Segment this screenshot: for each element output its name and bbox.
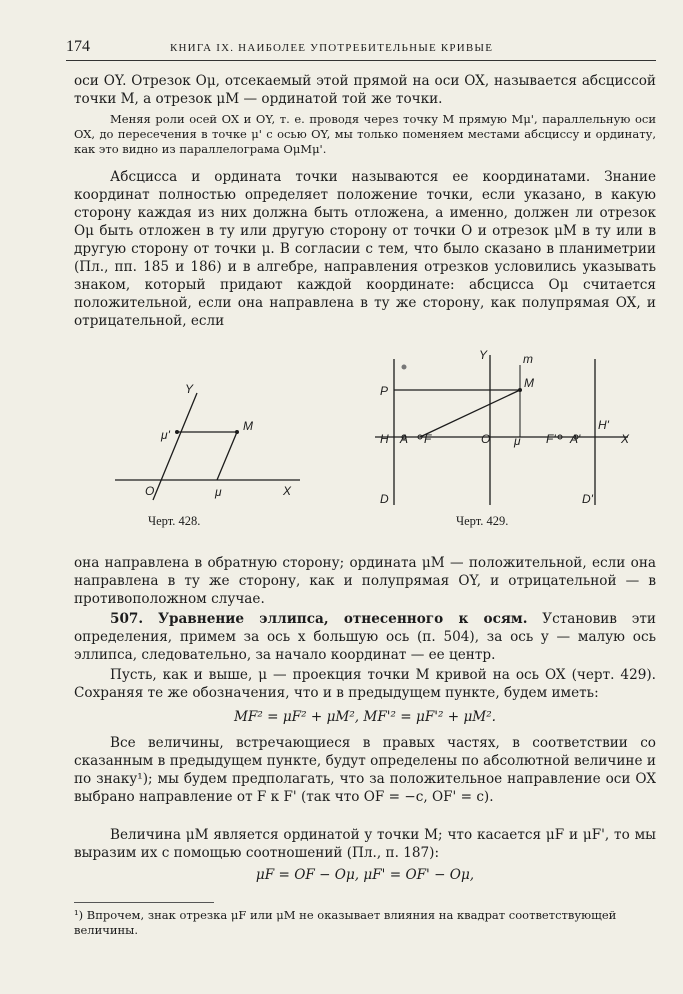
fig429-label-h-prime: H' — [598, 418, 609, 432]
paragraph-6-text: Пусть, как и выше, μ — проекция точки M кривой на ось OX (черт. 429). Сохраняя те же обозначения, что и в предыдущем пункте, будем иметь: — [74, 667, 656, 701]
fig429-label-o: O — [481, 432, 491, 446]
paragraph-2 — [74, 112, 656, 157]
running-header — [66, 40, 656, 61]
fig428-label-y: Y — [185, 382, 194, 396]
paragraph-8 — [74, 826, 656, 862]
fig428-label-m: M — [243, 419, 253, 433]
running-title: КНИГА IX. НАИБОЛЕЕ УПОТРЕБИТЕЛЬНЫЕ КРИВЫЕ — [170, 42, 494, 54]
fig429-label-f-prime: F' — [546, 432, 556, 446]
figure-429 — [370, 345, 640, 515]
paragraph-6 — [74, 666, 656, 702]
paragraph-2-text: Меняя роли осей OX и OY, т. е. проводя через точку M прямую Mμ', параллельную оси OX, до пересечения в точке μ' с осью OY, мы только поменяем местами абсциссу и ординату, как это видно из параллелограма OμMμ'. — [74, 112, 656, 156]
fig429-label-y: Y — [479, 348, 488, 362]
fig429-label-h: H — [380, 432, 389, 446]
section-507 — [74, 610, 656, 664]
figure-429-caption: Черт. 429. — [456, 514, 509, 528]
equation-2: μF = OF − Oμ, μF' = OF' − Oμ, — [255, 867, 475, 883]
footnote: ¹) Впрочем, знак отрезка μF или μM не оказывает влияния на квадрат соответствующей величины. — [74, 908, 617, 937]
page-number: 174 — [66, 38, 90, 55]
fig429-label-a: A — [400, 432, 409, 446]
paragraph-1 — [74, 72, 656, 108]
fig429-label-x: X — [621, 432, 630, 446]
paragraph-7-text: Все величины, встречающиеся в правых частях, в соответствии со сказанным в предыдущем пункте, будут определены по абсолютной величине и по знаку¹); мы будем предполагать, что за положительное направление оси OX выбрано направление от F к F' (так что OF = −c, OF' = c). — [74, 735, 656, 805]
paragraph-3-text: Абсцисса и ордината точки называются ее координатами. Знание координат полностью определяет положение точки, если указано, в какую сторону каждая из них должна быть отложена, а именно, должен ли отрезок Oμ быть отложен в ту или другую сторону от точки O и отрезок μM в ту или в другую сторону от точки μ. В согласии с тем, что было сказано в планиметрии (Пл., пп. 185 и 186) и в алгебре, направления отрезков условились указывать знаком, который придают каждой координате: абсцисса Oμ считается положительной, если она направлена в ту же сторону, как полупрямая OX, и отрицательной, если — [74, 169, 656, 329]
fig428-label-x: X — [283, 484, 292, 498]
equation-1: MF² = μF² + μM², MF'² = μF'² + μM². — [233, 709, 496, 725]
fig429-label-M: M — [524, 376, 534, 390]
fig428-label-mu: μ — [215, 485, 222, 499]
paragraph-1-text: оси OY. Отрезок Oμ, отсекаемый этой прямой на оси OX, называется абсциссой точки M, а отрезок μM — ординатой той же точки. — [74, 73, 656, 107]
paragraph-7 — [74, 734, 656, 806]
figure-428-caption: Черт. 428. — [148, 514, 201, 528]
section-title: Уравнение эллипса, отнесенного к осям. — [157, 611, 528, 627]
fig429-label-d: D — [380, 492, 389, 506]
fig429-label-p: P — [380, 384, 389, 398]
paragraph-4 — [74, 554, 656, 608]
fig429-label-m-small: m — [523, 352, 533, 366]
section-number: 507. — [110, 611, 144, 627]
fig429-label-mu: μ — [514, 434, 521, 448]
paragraph-8-text: Величина μM является ординатой y точки M; что касается μF и μF', то мы выразим их с помощью соотношений (Пл., п. 187): — [74, 827, 656, 861]
fig428-label-o: O — [145, 484, 155, 498]
paragraph-4-text: она направлена в обратную сторону; ордината μM — положительной, если она направлена в ту же сторону, как и полупрямая OY, и отрицательной — в противоположном случае. — [74, 555, 656, 607]
fig429-label-f: F — [424, 432, 432, 446]
fig428-label-mu-prime: μ' — [161, 428, 170, 442]
paragraph-5-text: Установив эти определения, примем за ось x большую ось (п. 504), за ось y — малую ось эллипса, следовательно, за начало координат — ее центр. — [74, 611, 656, 663]
fig429-label-a-prime: A' — [570, 432, 581, 446]
fig429-label-d-prime: D' — [582, 492, 593, 506]
figure-428 — [115, 375, 305, 510]
footnote-rule — [74, 902, 214, 903]
paragraph-3 — [74, 168, 656, 330]
